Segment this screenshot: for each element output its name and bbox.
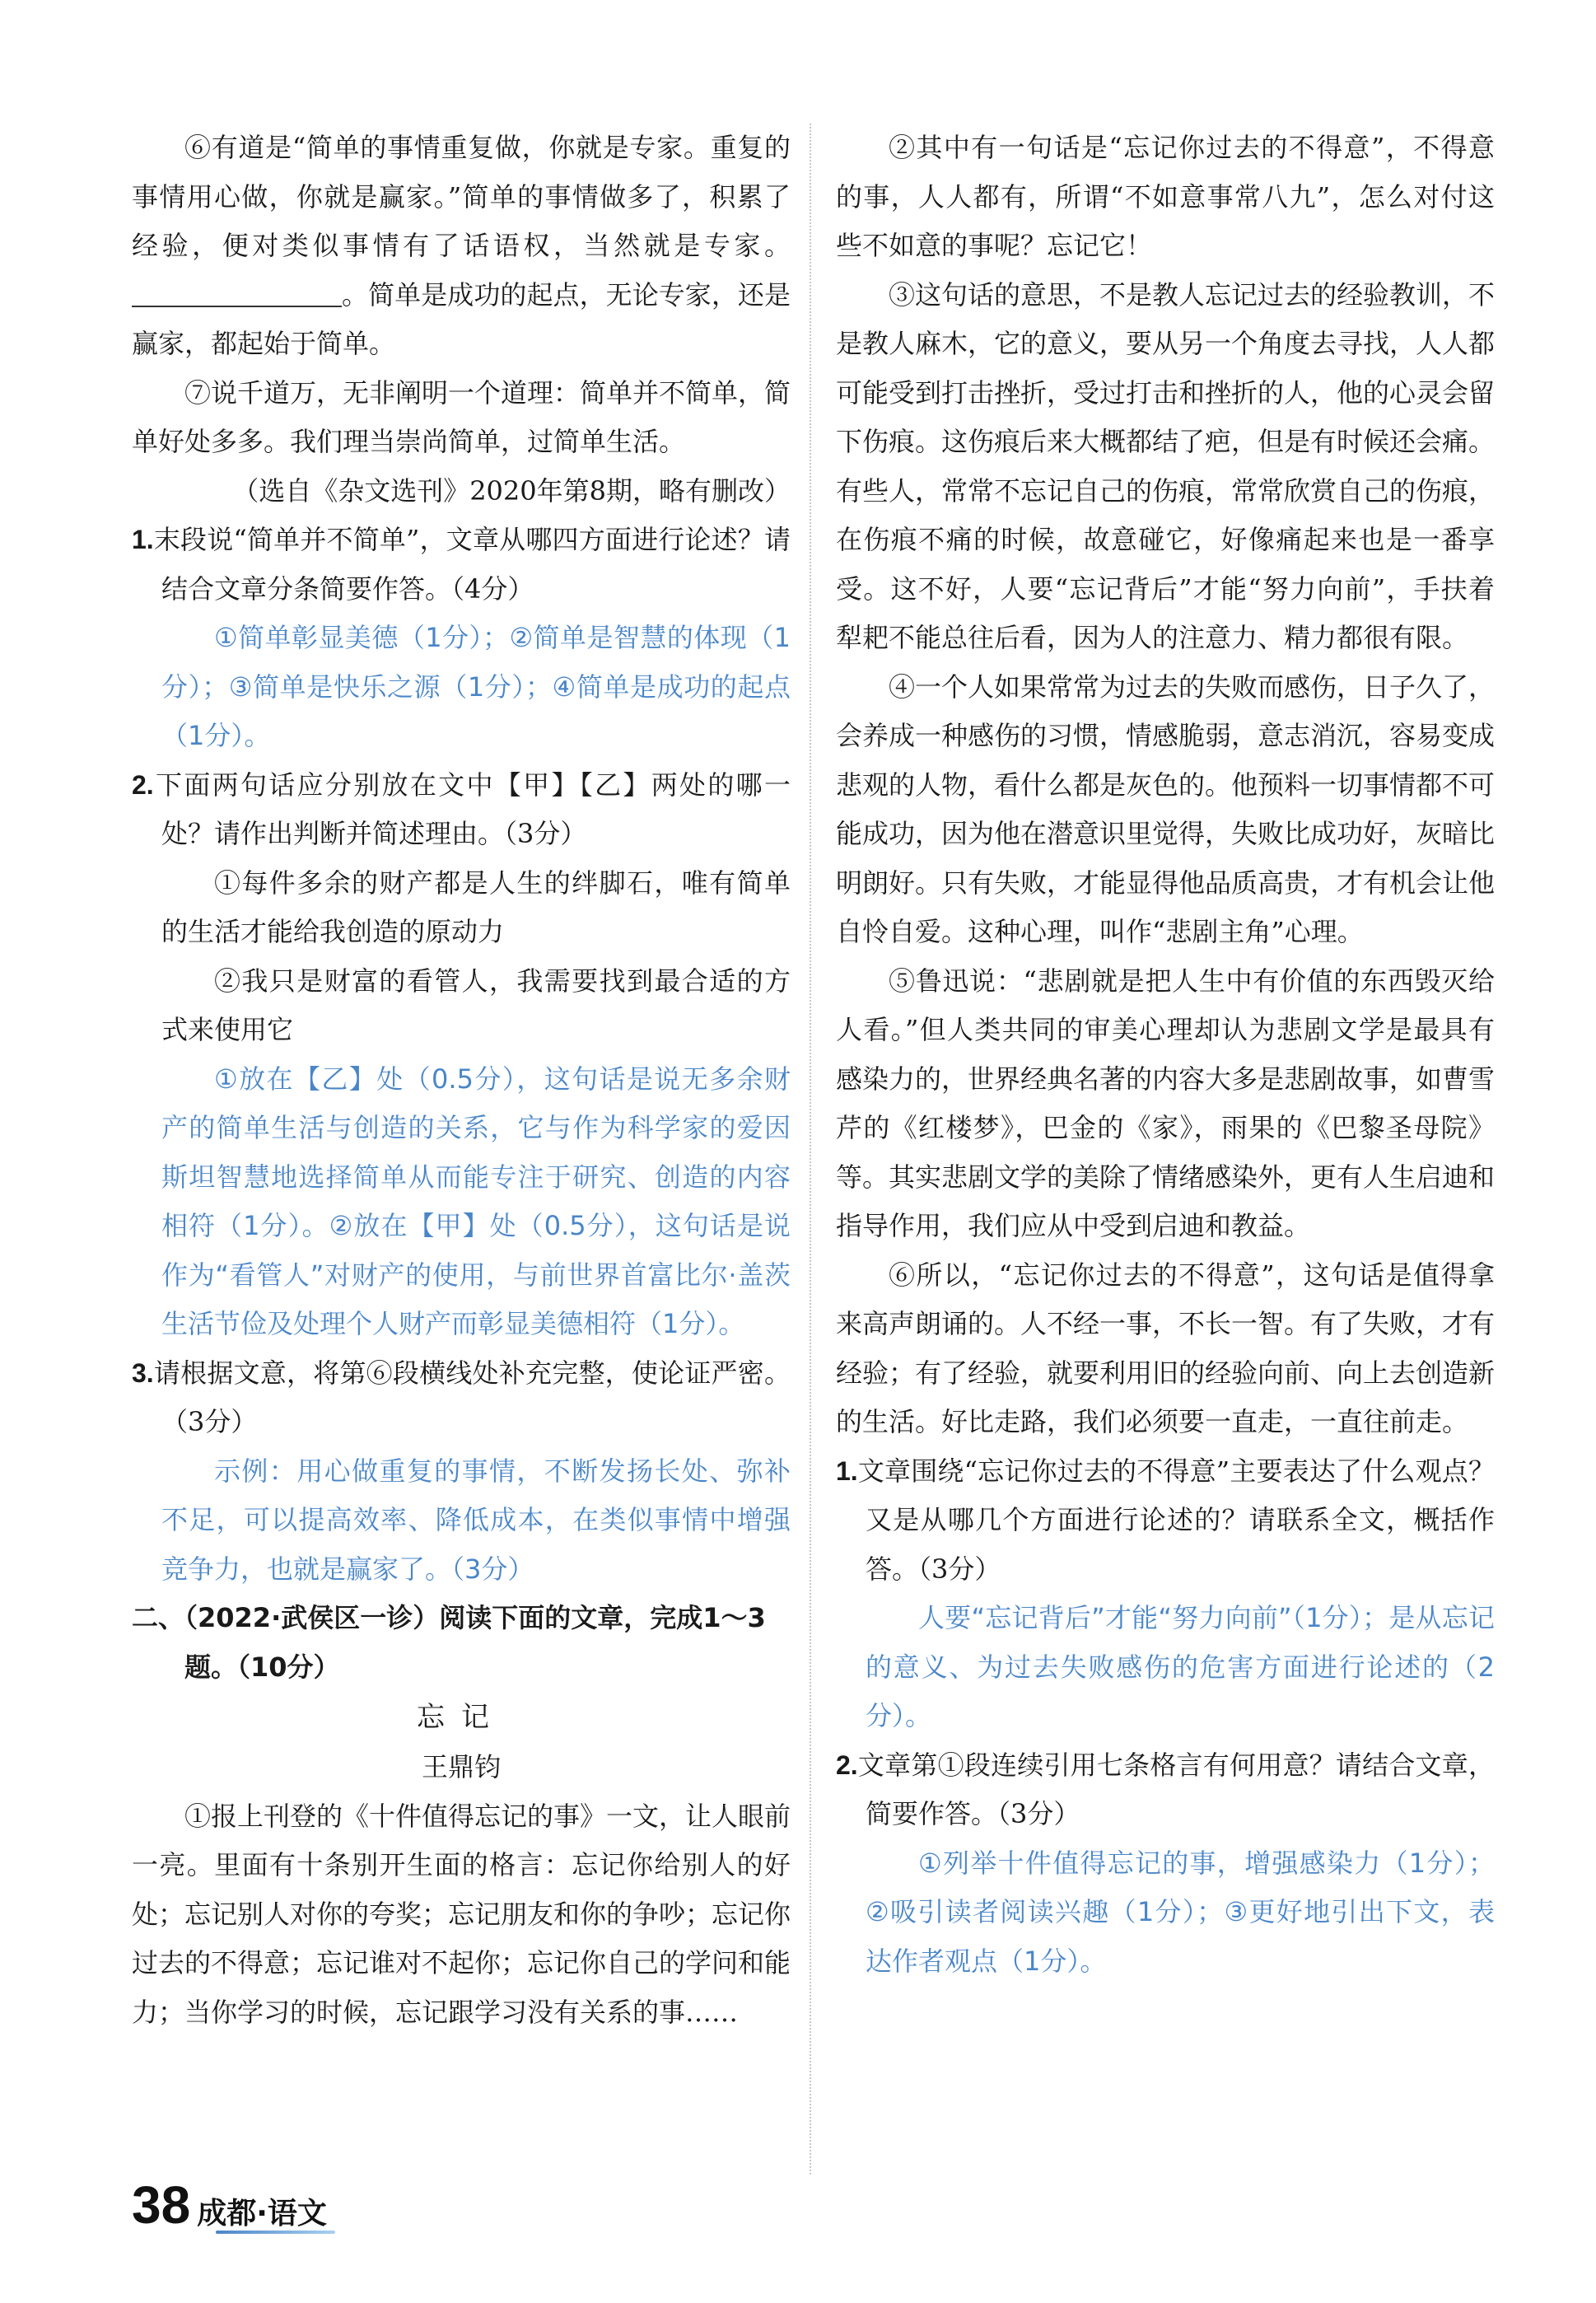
article2-paragraph-2: ②其中有一句话是“忘记你过去的不得意”，不得意的事，人人都有，所谓“不如意事常八九”，怎么对付这些不如意的事呢？忘记它！ (836, 132, 1495, 261)
article2-author: 王鼎钧 (421, 1751, 501, 1782)
answer-3: 示例：用心做重复的事情，不断发扬长处、弥补不足，可以提高效率、降低成本，在类似事情中增强竞争力，也就是赢家了。（3分） (161, 1455, 791, 1585)
footer-label: 成都·语文 (197, 2197, 327, 2231)
section-2-heading: 二、（2022·武侯区一诊）阅读下面的文章，完成1～3题。（10分） (132, 1602, 766, 1683)
answer-1: ①简单彰显美德（1分）；②简单是智慧的体现（1分）；③简单是快乐之源（1分）；④简单是成功的起点（1分）。 (161, 622, 791, 751)
article2-paragraph-1: ①报上刊登的《十件值得忘记的事》一文，让人眼前一亮。里面有十条别开生面的格言：忘记你给别人的好处；忘记别人对你的夸奖；忘记朋友和你的争吵；忘记你过去的不得意；忘记谁对不起你；忘记你自己的学问和能力；当你学习的时候，忘记跟学习没有关系的事…… (132, 1800, 791, 2028)
article2-question-1-text: 文章围绕“忘记你过去的不得意”主要表达了什么观点？又是从哪几个方面进行论述的？请联系全文，概括作答。（3分） (857, 1455, 1495, 1585)
footer-accent-line (216, 2231, 335, 2234)
left-column (132, 124, 791, 2037)
question-2-sentence-1: ①每件多余的财产都是人生的绊脚石，唯有简单的生活才能给我创造的原动力 (161, 867, 791, 947)
article2-question-1-number: 1. (836, 1455, 858, 1486)
article2-answer-1: 人要“忘记背后”才能“努力向前”（1分）；是从忘记的意义、为过去失败感伤的危害方面进行论述的（2分）。 (866, 1602, 1495, 1731)
right-column (836, 124, 1495, 1986)
article2-question-2-text: 文章第①段连续引用七条格言有何用意？请结合文章，简要作答。（3分） (857, 1749, 1495, 1829)
article1-paragraph-6 (132, 124, 791, 369)
question-1-text: 末段说“简单并不简单”，文章从哪四方面进行论述？请结合文章分条简要作答。（4分） (153, 524, 791, 605)
question-2 (132, 761, 791, 859)
fill-in-blank-line (132, 279, 342, 307)
question-2-text: 下面两句话应分别放在文中【甲】【乙】两处的哪一处？请作出判断并简述理由。（3分） (153, 768, 791, 849)
page-footer (132, 2175, 327, 2235)
article2-question-2-number: 2. (836, 1749, 858, 1780)
article2-title: 忘记 (417, 1701, 506, 1734)
article2-paragraph-3: ③这句话的意思，不是教人忘记过去的经验教训，不是教人麻木，它的意义，要从另一个角度去寻找，人人都可能受到打击挫折，受过打击和挫折的人，他的心灵会留下伤痕。这伤痕后来大概都结了疤，但是有时候还会痛。有些人，常常不忘记自己的伤痕，常常欣赏自己的伤痕，在伤痕不痛的时候，故意碰它，好像痛起来也是一番享受。这不好，人要“忘记背后”才能“努力向前”，手扶着犁耙不能总往后看，因为人的注意力、精力都很有限。 (836, 278, 1496, 653)
article2-question-2 (836, 1741, 1495, 1839)
paragraph-6-text-b: 。简单是成功的起点，无论专家，还是赢家，都起始于简单。 (132, 278, 791, 359)
answer-2: ①放在【乙】处（0.5分），这句话是说无多余财产的简单生活与创造的关系，它与作为科学家的爱因斯坦智慧地选择简单从而能专注于研究、创造的内容相符（1分）。②放在【甲】处（0.5分），这句话是说作为“看管人”对财产的使用，与前世界首富比尔·盖茨生活节俭及处理个人财产而彰显美德相符（1分）。 (161, 1063, 791, 1339)
question-1 (132, 516, 791, 614)
question-1-number: 1. (132, 525, 154, 554)
article2-paragraph-5: ⑤鲁迅说：“悲剧就是把人生中有价值的东西毁灭给人看。”但人类共同的审美心理却认为悲剧文学是最具有感染力的，世界经典名著的内容大多是悲剧故事，如曹雪芹的《红楼梦》，巴金的《家》，雨果的《巴黎圣母院》等。其实悲剧文学的美除了情绪感染外，更有人生启迪和指导作用，我们应从中受到启迪和教益。 (836, 965, 1496, 1241)
article1-source: （选自《杂文选刊》2020年第8期，略有删改） (232, 474, 791, 507)
question-2-number: 2. (132, 769, 154, 800)
question-3 (132, 1349, 791, 1447)
question-3-text: 请根据文意，将第⑥段横线处补充完整，使论证严密。（3分） (153, 1357, 791, 1437)
article2-question-1 (836, 1447, 1495, 1595)
paragraph-6-text-a: ⑥有道是“简单的事情重复做，你就是专家。重复的事情用心做，你就是赢家。”简单的事情做多了，积累了经验，便对类似事情有了话语权，当然就是专家。 (132, 132, 791, 261)
question-3-number: 3. (132, 1357, 154, 1388)
article2-answer-2: ①列举十件值得忘记的事，增强感染力（1分）；②吸引读者阅读兴趣（1分）；③更好地引出下文，表达作者观点（1分）。 (866, 1847, 1495, 1977)
question-2-sentence-2: ②我只是财富的看管人，我需要找到最合适的方式来使用它 (161, 965, 791, 1045)
page-number: 38 (132, 2175, 191, 2235)
article2-paragraph-6: ⑥所以，“忘记你过去的不得意”，这句话是值得拿来高声朗诵的。人不经一事，不长一智。有了失败，才有经验；有了经验，就要利用旧的经验向前、向上去创造新的生活。好比走路，我们必须要一直走，一直往前走。 (836, 1259, 1496, 1437)
column-divider (810, 124, 811, 2175)
article1-paragraph-7: ⑦说千道万，无非阐明一个道理：简单并不简单，简单好处多多。我们理当崇尚简单，过简单生活。 (132, 376, 791, 457)
article2-paragraph-4: ④一个人如果常常为过去的失败而感伤，日子久了，会养成一种感伤的习惯，情感脆弱，意志消沉，容易变成悲观的人物，看什么都是灰色的。他预料一切事情都不可能成功，因为他在潜意识里觉得，失败比成功好，灰暗比明朗好。只有失败，才能显得他品质高贵，才有机会让他自怜自爱。这种心理，叫作“悲剧主角”心理。 (836, 670, 1496, 947)
